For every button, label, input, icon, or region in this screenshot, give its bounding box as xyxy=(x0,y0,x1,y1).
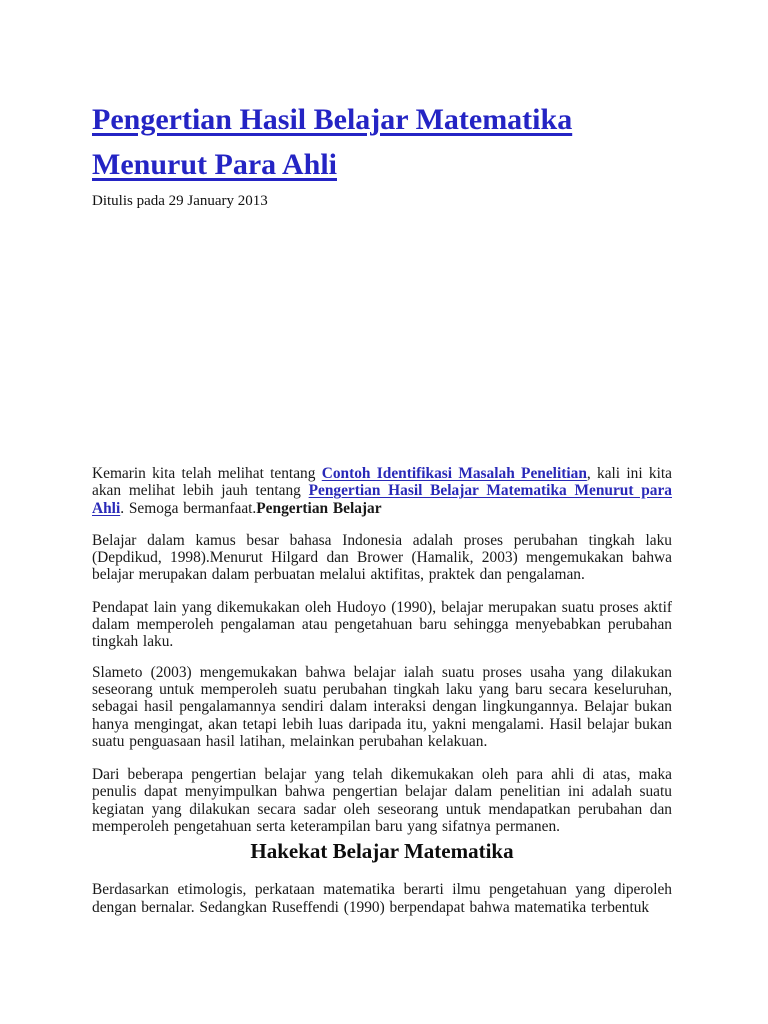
content-gap xyxy=(92,211,672,465)
inline-link[interactable]: Pengertian Hasil Belajar Matematika Menurut para Ahli xyxy=(92,482,673,517)
inline-link[interactable]: Contoh Identifikasi Masalah Penelitian xyxy=(321,465,587,482)
article-title-line-2: Menurut Para Ahli xyxy=(92,148,337,181)
article-title-link[interactable] xyxy=(92,0,672,187)
paragraph-definition-kamus xyxy=(92,532,672,584)
section-heading: Hakekat Belajar Matematika xyxy=(250,839,514,864)
paragraph-hudoyo xyxy=(92,599,672,651)
document-page xyxy=(92,0,672,916)
paragraph-conclusion xyxy=(92,766,672,835)
text-segment: Berdasarkan etimologis, perkataan matematika berarti ilmu pengetahuan yang diperoleh dengan bernalar. Sedangkan Ruseffendi (1990) berpendapat bahwa matematika terbentuk xyxy=(92,881,672,916)
text-segment: Pengertian Belajar xyxy=(256,499,382,517)
text-segment: Kemarin kita telah melihat tentang xyxy=(92,465,322,482)
publish-date: Ditulis pada 29 January 2013 xyxy=(92,193,268,209)
text-segment: Pendapat lain yang dikemukakan oleh Hudoyo (1990), belajar merupakan suatu proses aktif dalam memperoleh pengalaman atau pengetahuan baru sehingga menyebabkan perubahan tingkah laku. xyxy=(92,598,672,651)
paragraph-slameto xyxy=(92,664,672,750)
text-segment: Belajar dalam kamus besar bahasa Indonesia adalah proses perubahan tingkah laku (Depdikud, 1998).Menurut Hilgard dan Brower (Hamalik, 2003) mengemukakan bahwa belajar merupakan dalam perbuatan melalui aktifitas, praktek dan pengalaman. xyxy=(92,531,672,584)
text-segment: , kali ini kita akan melihat lebih jauh tentang xyxy=(92,465,672,500)
text-segment: Dari beberapa pengertian belajar yang telah dikemukakan oleh para ahli di atas, maka penulis dapat menyimpulkan bahwa pengertian belajar dalam penelitian ini adalah suatu kegiatan yang dilakukan secara sadar oleh seseorang untuk mendapatkan perubahan dan memperoleh pengetahuan serta keterampilan baru yang sifatnya permanen. xyxy=(92,766,672,836)
article-title-line-1: Pengertian Hasil Belajar Matematika xyxy=(92,103,573,136)
paragraph-intro xyxy=(92,465,672,517)
text-segment: Slameto (2003) mengemukakan bahwa belajar ialah suatu proses usaha yang dilakukan seseorang untuk memperoleh suatu perubahan tingkah laku yang baru secara keseluruhan, sebagai hasil pengalamannya sendiri dalam interaksi dengan lingkungannya. Belajar bukan hanya mengingat, akan tetapi lebih luas daripada itu, yakni mengalami. Hasil belajar bukan suatu penguasaan hasil latihan, melainkan perubahan kelakuan. xyxy=(92,663,672,750)
text-segment: . Semoga bermanfaat. xyxy=(120,499,257,517)
paragraph-etimologis xyxy=(92,881,672,916)
